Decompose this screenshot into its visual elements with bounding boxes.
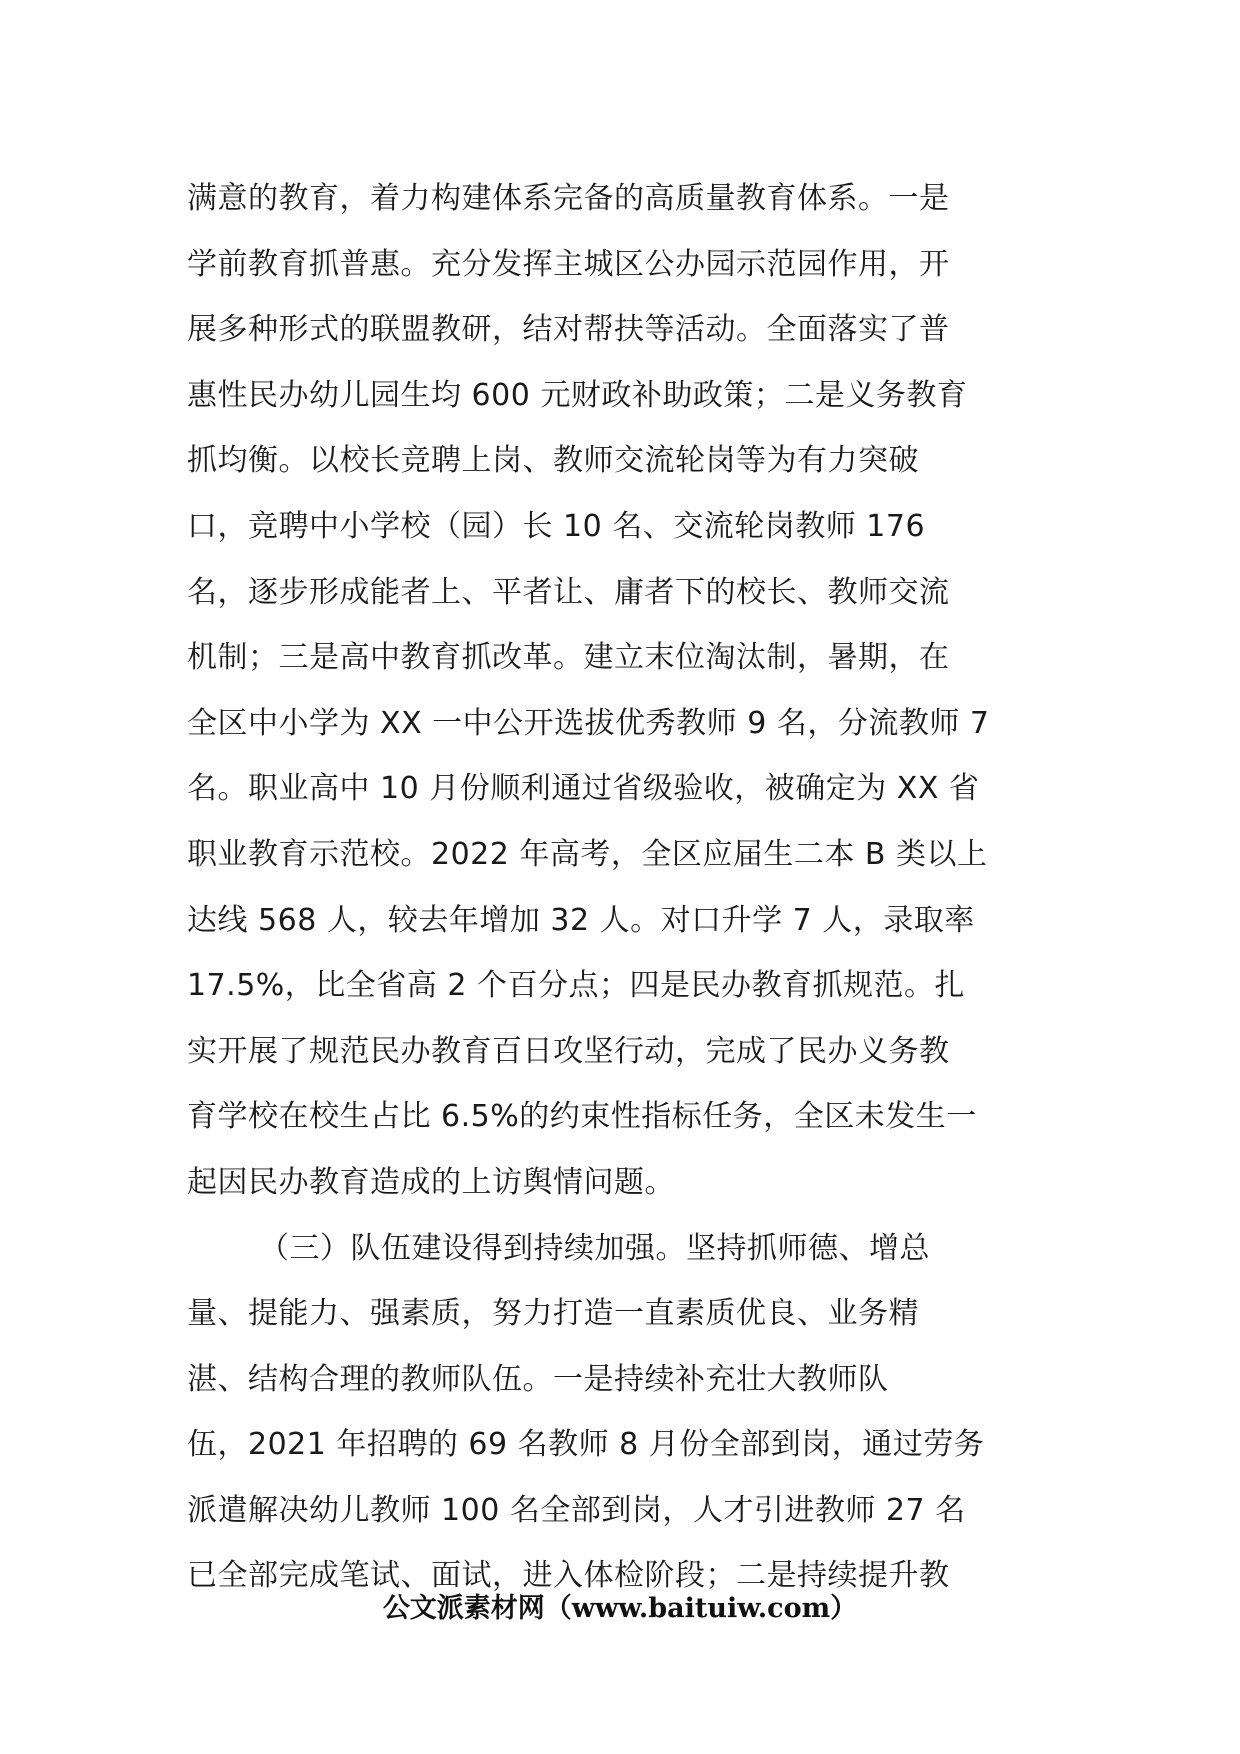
text-line: 展多种形式的联盟教研，结对帮扶等活动。全面落实了普 [187, 312, 950, 348]
text-line: 名。职业高中 10 月份顺利通过省级验收，被确定为 XX 省 [187, 771, 980, 807]
text-line: 起因民办教育造成的上访舆情问题。 [187, 1164, 675, 1200]
text-line: 全区中小学为 XX 一中公开选拔优秀教师 9 名，分流教师 7 [187, 705, 990, 741]
text-line: 抓均衡。以校长竞聘上岗、教师交流轮岗等为有力突破 [187, 443, 919, 479]
text-line: 名，逐步形成能者上、平者让、庸者下的校长、教师交流 [187, 574, 950, 610]
text-line: 育学校在校生占比 6.5%的约束性指标任务，全区未发生一 [187, 1099, 977, 1135]
text-line: 口，竞聘中小学校（园）长 10 名、交流轮岗教师 176 [187, 508, 926, 544]
text-line: 机制；三是高中教育抓改革。建立末位淘汰制，暑期，在 [187, 640, 950, 676]
text-line: 学前教育抓普惠。充分发挥主城区公办园示范园作用，开 [187, 246, 950, 282]
text-line: 达线 568 人，较去年增加 32 人。对口升学 7 人，录取率 [187, 902, 975, 938]
document-body [187, 166, 1057, 1609]
section-heading-line: （三）队伍建设得到持续加强。坚持抓师德、增总 [259, 1230, 930, 1266]
text-line: 湛、结构合理的教师队伍。一是持续补充壮大教师队 [187, 1361, 889, 1397]
text-line: 满意的教育，着力构建体系完备的高质量教育体系。一是 [187, 181, 950, 216]
text-line: 已全部完成笔试、面试，进入体检阶段；二是持续提升教 [187, 1558, 950, 1594]
footer-watermark-text: 公文派素材网（www.baituiw.com） [382, 1593, 858, 1624]
text-line: 职业教育示范校。2022 年高考，全区应届生二本 B 类以上 [187, 836, 988, 872]
text-line: 实开展了规范民办教育百日攻坚行动，完成了民办义务教 [187, 1033, 950, 1069]
text-line: 量、提能力、强素质，努力打造一直素质优良、业务精 [187, 1296, 919, 1332]
text-line: 伍，2021 年招聘的 69 名教师 8 月份全部到岗，通过劳务 [187, 1427, 985, 1463]
text-line: 派遣解决幼儿教师 100 名全部到岗，人才引进教师 27 名 [187, 1492, 966, 1528]
text-line: 惠性民办幼儿园生均 600 元财政补助政策；二是义务教育 [187, 377, 968, 413]
text-line: 17.5%，比全省高 2 个百分点；四是民办教育抓规范。扎 [187, 968, 965, 1004]
